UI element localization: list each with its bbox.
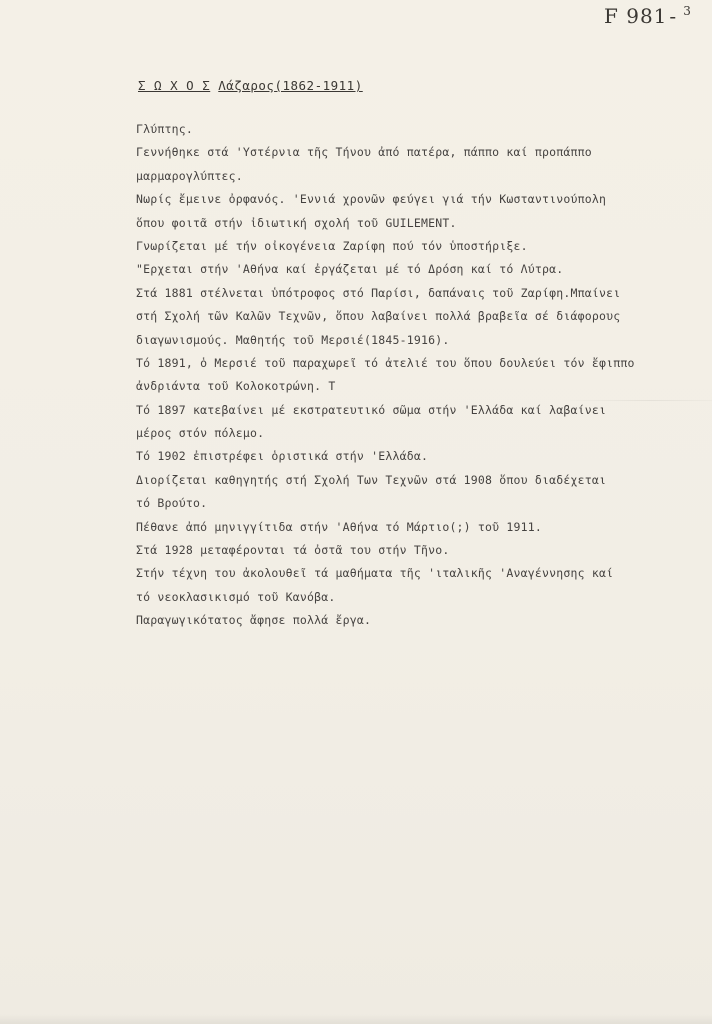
text-line: τό νεοκλασικισμό τοῦ Κανόβα. (136, 589, 336, 604)
document-title (138, 78, 363, 93)
text-line: Τό 1891, ὁ Μερσιέ τοῦ παραχωρεῖ τό ἀτελιέ του ὅπου δουλεύει τόν ἔφιππο (136, 355, 635, 370)
text-line: διαγωνισμούς. Μαθητής τοῦ Μερσιέ(1845-1916). (136, 332, 450, 347)
text-line: Στά 1928 μεταφέρονται τά ὀστᾶ του στήν Τῆνο. (136, 543, 450, 558)
text-line: στή Σχολή τῶν Καλῶν Τεχνῶν, ὅπου λαβαίνει πολλά βραβεῖα σέ διάφορους (136, 309, 621, 324)
text-line: τό Βρούτο. (136, 496, 208, 511)
archive-code: F 981 (604, 4, 668, 28)
text-line: Τό 1902 ἐπιστρέφει ὁριστικά στήν 'Ελλάδα. (136, 449, 429, 464)
text-line: ὅπου φοιτᾶ στήν ἰδιωτική σχολή τοῦ GUILEMENT. (136, 215, 457, 230)
text-line: Γεννήθηκε στά 'Υστέρνια τῆς Τήνου ἀπό πατέρα, πάππο καί προπάππο (136, 145, 592, 160)
title-first-name: Λάζαρος (218, 78, 275, 93)
text-line: Γλύπτης. (136, 122, 193, 136)
text-line: μέρος στόν πόλεμο. (136, 426, 265, 441)
archive-dash: - (669, 4, 678, 28)
text-line: Στήν τέχνη του ἀκολουθεῖ τά μαθήματα τῆς 'ιταλικῆς 'Αναγέννησης καί (136, 566, 614, 581)
text-line: Τό 1897 κατεβαίνει μέ εκστρατευτικό σῶμα στήν 'Ελλάδα καί λαβαίνει (136, 402, 607, 417)
biography-text (136, 118, 692, 633)
text-line: μαρμαρογλύπτες. (136, 168, 243, 183)
title-dates: (1862-1911) (274, 78, 363, 93)
text-line: ἀνδριάντα τοῦ Κολοκοτρώνη. Τ (136, 379, 336, 394)
title-surname: Σ Ω Χ Ο Σ (138, 78, 211, 93)
text-line: Στά 1881 στέλνεται ὑπότροφος στό Παρίσι, δαπάναις τοῦ Ζαρίφη.Μπαίνει (136, 285, 621, 300)
text-line: Πέθανε ἀπό μηνιγγίτιδα στήν 'Αθήνα τό Μάρτιο(;) τοῦ 1911. (136, 519, 543, 534)
text-line: Γνωρίζεται μέ τήν οἰκογένεια Ζαρίφη πού τόν ὑποστήριξε. (136, 238, 528, 253)
archive-reference-handwritten (604, 4, 692, 28)
text-line: Διορίζεται καθηγητής στή Σχολή Των Τεχνῶν στά 1908 ὅπου διαδέχεται (136, 472, 607, 487)
paper-bottom-edge (0, 1014, 712, 1024)
archive-page-number: 3 (683, 4, 692, 18)
text-line: "Ερχεται στήν 'Αθήνα καί ἐργάζεται μέ τό Δρόση καί τό Λύτρα. (136, 262, 564, 277)
text-line: Παραγωγικότατος ἄφησε πολλά ἔργα. (136, 613, 372, 628)
text-line: Νωρίς ἔμεινε ὀρφανός. 'Εννιά χρονῶν φεύγει γιά τήν Κωσταντινούπολη (136, 192, 607, 207)
paper-fold-mark (560, 400, 712, 401)
